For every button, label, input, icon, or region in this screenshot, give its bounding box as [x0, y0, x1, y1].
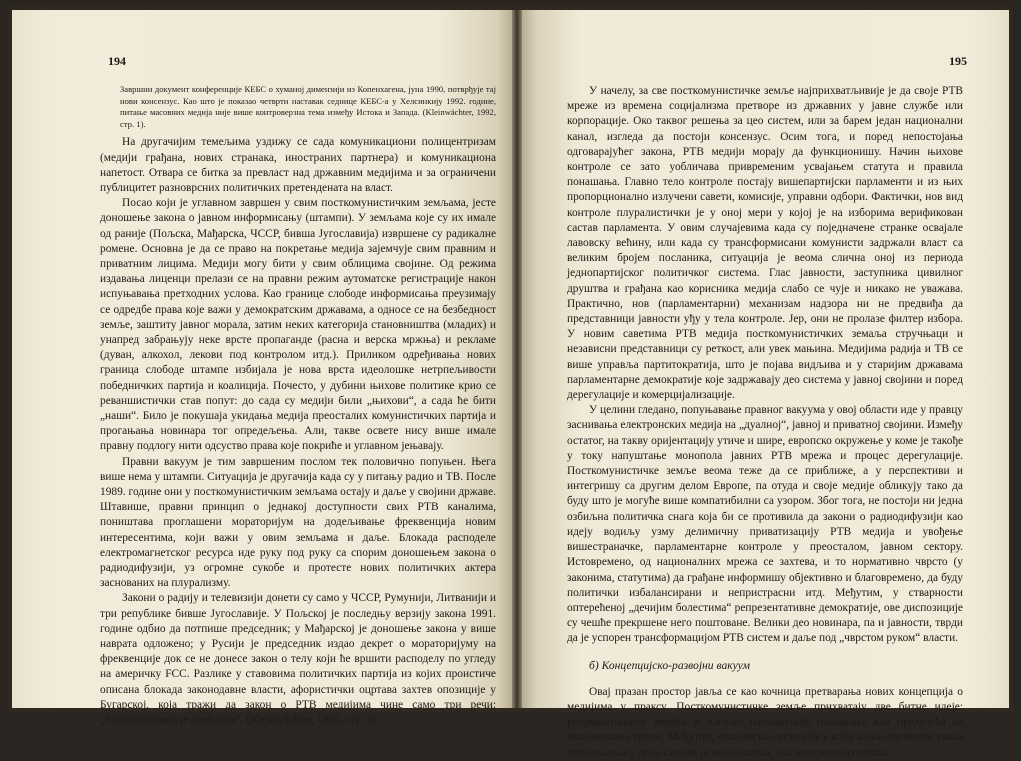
footnote: Завршни документ конференције КЕБС о хуманој димензији из Копенхагена, јуна 1990, потврђује тај нови консензус. Као што је показао четврти наставак седнице КЕБС-а у Хелсинкију 1992. године, питање масовних медија није више контроверзна тема између Истока и Запада. (Kleinwächter, 1992, стр. 1). [120, 84, 496, 129]
paragraph: Посао који је углавном завршен у свим посткомунистичким земљама, јесте доношење закона о јавном информисању (штампи). У земљама које су их имале од раније (Пољска, Мађарска, ЧССР, бивша Југославија) извршене су радикалне ромене. Основна је да се право на покретање медија зајемчује свим правним и приватним лицима. Медији могу бити у свим облицима својине. Од режима издавања лиценци прелази се на правни режим аутоматске регистрације након испуњавања претходних услова. Као границе слободе информисања преузимају се одредбе права које важи у демократским државама, а односе се на безбедност земље, заштиту јавног морала, затим неких категорија становништва (младих) и унапред забрањују неке врсте пропаганде (расна и верска мржња) и рекламе (дуван, алкохол, лекови под контролом итд.). Приликом одређивања нових граница слободе штампе избијала је нова врста идеолошке нетрпељивости победничких партија и коалиција. Почесто, у дубини њихове политике крио се реваншистички став попут: до сада су медији били „њихови“, а сада ће бити „наши“. Било је покушаја укидања медија преосталих комунистичких партија и прогањања новинара тог опредељења. Али, такве освете нису више имале правну подлогу нити одсуство права које покриће и углавном јењавају. [100, 197, 496, 453]
right-page-number: 195 [949, 54, 967, 68]
paragraph: Овај празан простор јавља се као кочница претварања нових концепција о медијима у праксу. Посткомунистичке земље прихватају две битне идеје: реприватизацију медија и њихово наглашеније понашање као предузећа са економском сврхом. Међутим, економска ситуација у којој ваља спровести таква опредељења у дело сасвим је неадекватна, чак контрапродуктивна. [567, 685, 963, 759]
paragraph: У начелу, за све посткомунистичке земље најприхватљивије је да своје РТВ мреже из времена социјализма претворе из државних у јавне службе или корпорације. Око таквог решења за цео систем, или за барем један национални канал, изгледа да постоји консензус. Осим тога, и поред непостојања одговарајућег закона, РТВ медији морају да функционишу. Начин њихове контроле се зато уобличава привременим усвајањем статута и правила понашања. Главно тело контроле постају вишепартијски парламенти и из њих пропорционално излучени савети, комисије, управни одбори. Фактички, нов вид контроле плуралистички је у оној мери у којој је на изборима верификован састав парламента. У овим случајевима када су поједначене странке освајале лавовску већину, или када су трансформисани комунисти задржали власт са великим бројем посланика, ситуација је веома слична оној из периода једнопартијског политичког система. Глас јавности, заступника цивилног друштва и грађана као корисника медија слабо се чује и никако не уважава. Практично, нов (парламентарни) механизам надзора ни не предвиђа да представници јавности уђу у тела контроле. Јер, они не пролазе филтер избора. У новим саветима РТВ медија посткомунистичких земаља стручњаци и независни представници су реткост, али увек мањина. Медијима радија и ТВ се више управља партитократија, што је појава видљива и у старијим државама парламентарне демократије које задржавају део система у јавној својини и поред дерегулације и комерцијализације. [567, 85, 963, 402]
paragraph: Закони о радију и телевизији донети су само у ЧССР, Румунији, Литванији и три републике бивше Југославије. У Пољској је последњу верзију закона 1991. године одбио да потпише председник; у Мађарској је доношење закона у више наврата одложено; у Русији је председник издао декрет о мораторијуму на фреквенције док се не донесе закон о телу који ће вршити расподелу по угледу на америчку FCC. Разлике у ставовима политичких партија из којих проистиче описана блокада законодавне власти, афористички оцртава захтев опозиције у Бугарској, која тражи да закон о РТВ медијима чине само три речи: „Радиодифузија је слободна“. (Kleinwächter, 1992, стр. 3). [100, 592, 496, 727]
right-page-text [567, 84, 963, 761]
left-page-number: 194 [108, 54, 126, 68]
section-heading: б) Концепцијско-развојни вакуум [589, 658, 751, 672]
right-page [522, 10, 1009, 759]
book-gutter [512, 10, 522, 708]
left-page-text [100, 84, 496, 728]
left-page [12, 10, 512, 727]
paragraph: У целини гледано, попуњавање правног вакуума у овој области иде у правцу заснивања електронских медија на „дуалној“, јавној и приватној својини. Између остатог, на такву оријентацију утиче и шире, европско окружење у коме је такође у току напуштање монопола јавних РТВ мрежа и процес дерегулације. Посткомунистичке земље веома теже да се приближе, а у перспективи и интегришу са другим делом Европе, па отуда и своје медије обликују тако да буду што је могуће више компатибилни са узором. Због тога, не постоји ни једна озбиљна политичка снага која би се противила да закони о радиодифузији као идеју водиљу узму делимичну приватизацију РТВ медија и увођење вишестраначке, парламентарне контроле у преосталом, јавном сектору. Истовремено, од националних мрежа се захтева, и то нормативно чврсто (у законима, статутима) да грађане информишу објективно и благовремено, да буду политички избалансирани и непристрасни итд. Међутим, у стварности оптерећеној „дечијим болестима“ репрезентативне демократије, ове диспозиције су чешће прекршене него поштоване. Велики део новинара, па и јавности, тврди да је успорен трансформацијом РТВ систем и даље под „чврстом руком“ власти. [567, 404, 963, 645]
paragraph: Правни вакуум је тим завршеним послом тек половично попуњен. Њега више нема у штампи. Ситуација је другачија када су у питању радио и ТВ. После 1989. године они у посткомунистичким земљама остају и даље у својини државе. Штавише, правни принцип о једнакој доступности свих РТВ каналима, поништава проглашени мораторијум на додељивање фреквенција новим интересентима, који важи у овим земљама и даље. Блокада расподеле електромагнетског ресурса иде руку под руку са спорим доношењем закона о радиодифузији, уз огромне сукобе и протесте нових политичких актера заснованих на плурализму. [100, 455, 496, 590]
book-spread [8, 6, 1013, 759]
paragraph: На другачијим темељима уздижу се сада комуникациони полицентризам (медији грађана, нових странака, иностраних партнера) и комуникациона напетост. Отвара се битка за превласт над државним медијима и за ограничени публицитет разноврсних политичких претендената на власт. [100, 136, 496, 194]
